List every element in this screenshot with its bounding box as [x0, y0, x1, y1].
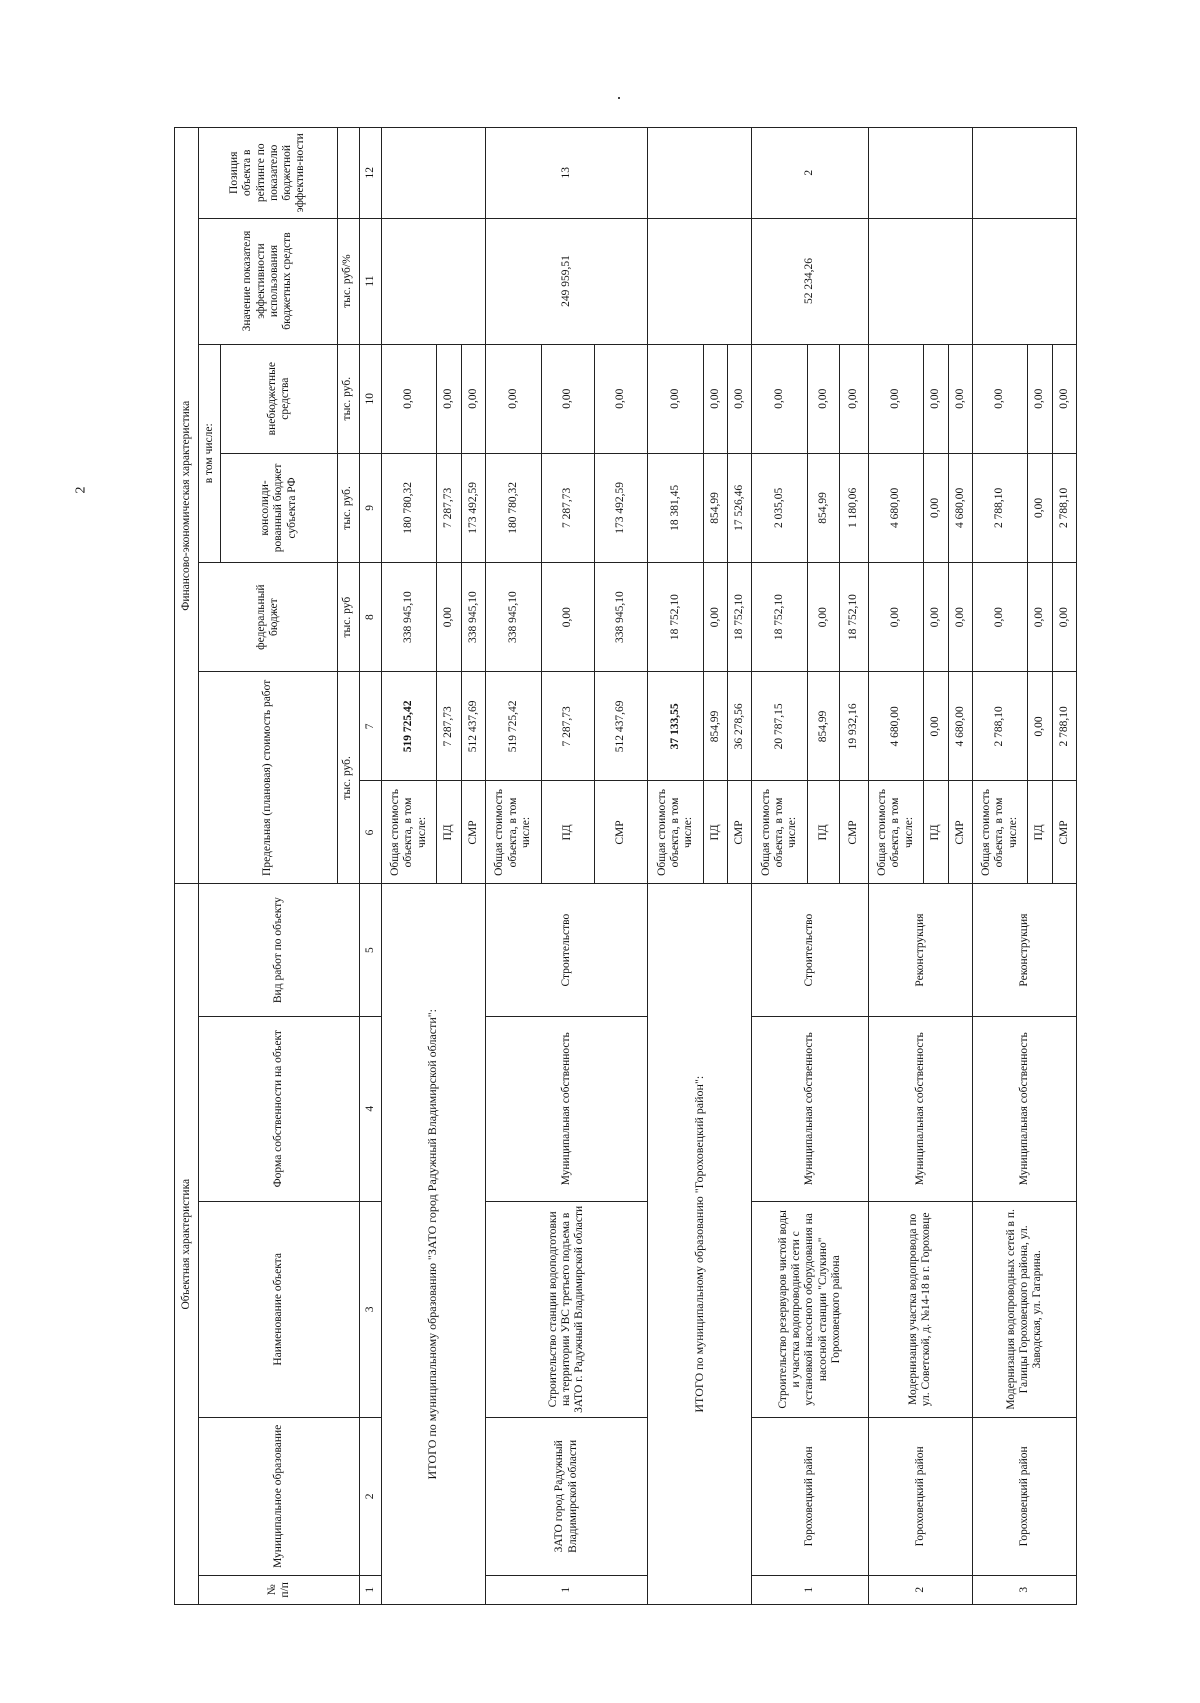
consolidated-value: 2 035,05 [752, 453, 808, 562]
unit-consolidated: тыс. руб. [337, 453, 359, 562]
rating-value: 13 [485, 128, 647, 219]
column-index-cell: 8 [359, 563, 381, 672]
federal-value: 18 752,10 [839, 563, 868, 672]
federal-value: 0,00 [868, 563, 924, 672]
row-num: 1 [752, 1575, 868, 1604]
federal-value: 18 752,10 [728, 563, 752, 672]
cost-value: 0,00 [1028, 672, 1052, 781]
rating-value [648, 128, 752, 219]
pd-label: ПД [808, 781, 839, 884]
federal-value: 338 945,10 [381, 563, 437, 672]
cost-value: 2 788,10 [1052, 672, 1076, 781]
efficiency-value [972, 218, 1076, 344]
row-num: 2 [868, 1575, 972, 1604]
ownership-cell: Муниципальная собственность [485, 1016, 647, 1201]
efficiency-value [868, 218, 972, 344]
federal-value: 0,00 [1052, 563, 1076, 672]
efficiency-value [381, 218, 485, 344]
smr-label: СМР [948, 781, 972, 884]
total-row [381, 128, 437, 1605]
col-federal-header: федеральный бюджет [199, 563, 337, 672]
consolidated-value: 18 381,45 [648, 453, 704, 562]
col-extrabudget-header: внебюджетные средства [221, 344, 337, 453]
work-type-cell: Реконструкция [868, 884, 972, 1016]
object-name-cell: Строительство станции водоподготовки на территории УВС третьего подъема в ЗАТО г. Радужный Владимирской области [485, 1201, 647, 1417]
unit-cost: тыс. руб. [337, 672, 359, 884]
unit-extrabudget: тыс. руб. [337, 344, 359, 453]
rating-value: 2 [752, 128, 868, 219]
cost-value: 512 437,69 [461, 672, 485, 781]
federal-value: 18 752,10 [648, 563, 704, 672]
cost-value: 854,99 [808, 672, 839, 781]
pd-label: ПД [541, 781, 594, 884]
extrabudget-value: 0,00 [437, 344, 461, 453]
total-label: Общая стоимость объекта, в том числе: [868, 781, 924, 884]
federal-value: 0,00 [972, 563, 1028, 672]
col-consolidated-header: консолиди-рованный бюджет субъекта РФ [221, 453, 337, 562]
column-index-cell: 4 [359, 1016, 381, 1201]
consolidated-value: 7 287,73 [541, 453, 594, 562]
cost-value: 854,99 [703, 672, 727, 781]
column-index-cell: 5 [359, 884, 381, 1016]
ownership-cell: Муниципальная собственность [752, 1016, 868, 1201]
cost-value: 20 787,15 [752, 672, 808, 781]
extrabudget-value: 0,00 [1052, 344, 1076, 453]
extrabudget-value: 0,00 [948, 344, 972, 453]
federal-value: 0,00 [808, 563, 839, 672]
municipality-cell: Гороховецкий район [972, 1418, 1076, 1576]
smr-label: СМР [461, 781, 485, 884]
consolidated-value: 4 680,00 [948, 453, 972, 562]
rating-value [868, 128, 972, 219]
itogo-label: ИТОГО по муниципальному образованию "Гороховецкий район": [648, 884, 752, 1605]
column-index-cell: 2 [359, 1418, 381, 1576]
efficiency-value: 52 234,26 [752, 218, 868, 344]
consolidated-value: 173 492,59 [461, 453, 485, 562]
column-index-cell: 7 [359, 672, 381, 781]
total-label: Общая стоимость объекта, в том числе: [381, 781, 437, 884]
pd-label: ПД [1028, 781, 1052, 884]
col-municipality-header: Муниципальное образование [199, 1418, 359, 1576]
total-label: Общая стоимость объекта, в том числе: [485, 781, 541, 884]
federal-value: 0,00 [924, 563, 948, 672]
cost-value: 512 437,69 [594, 672, 647, 781]
pd-label: ПД [924, 781, 948, 884]
work-type-cell: Реконструкция [972, 884, 1076, 1016]
extrabudget-value: 0,00 [972, 344, 1028, 453]
consolidated-value: 2 788,10 [972, 453, 1028, 562]
column-index-cell: 9 [359, 453, 381, 562]
consolidated-value: 854,99 [808, 453, 839, 562]
col-work-type-header: Вид работ по объекту [199, 884, 359, 1016]
column-index-cell: 10 [359, 344, 381, 453]
objects-table [174, 127, 1077, 1605]
total-label: Общая стоимость объекта, в том числе: [972, 781, 1028, 884]
column-index-cell: 6 [359, 781, 381, 884]
extrabudget-value: 0,00 [703, 344, 727, 453]
itogo-label: ИТОГО по муниципальному образованию "ЗАТО город Радужный Владимирской области": [381, 884, 485, 1605]
cost-value: 519 725,42 [485, 672, 541, 781]
federal-value: 0,00 [541, 563, 594, 672]
consolidated-value: 17 526,46 [728, 453, 752, 562]
financial-group-header: Финансово-экономическая характеристика [175, 128, 199, 884]
column-index-cell: 3 [359, 1201, 381, 1417]
cost-value: 7 287,73 [437, 672, 461, 781]
municipality-cell: Гороховецкий район [752, 1418, 868, 1576]
pd-label: ПД [437, 781, 461, 884]
rating-value [972, 128, 1076, 219]
consolidated-value: 854,99 [703, 453, 727, 562]
consolidated-value: 173 492,59 [594, 453, 647, 562]
pd-label: ПД [703, 781, 727, 884]
cost-value: 19 932,16 [839, 672, 868, 781]
col-ownership-header: Форма собственности на объект [199, 1016, 359, 1201]
col-cost-header: Предельная (плановая) стоимость работ [199, 672, 337, 884]
extrabudget-value: 0,00 [868, 344, 924, 453]
smr-label: СМР [728, 781, 752, 884]
table-row [485, 128, 541, 1605]
cost-value: 519 725,42 [381, 672, 437, 781]
work-type-cell: Строительство [485, 884, 647, 1016]
consolidated-value: 0,00 [924, 453, 948, 562]
extrabudget-value: 0,00 [485, 344, 541, 453]
federal-value: 338 945,10 [485, 563, 541, 672]
extrabudget-value: 0,00 [728, 344, 752, 453]
in-that-number-header: в том числе: [199, 344, 221, 562]
smr-label: СМР [839, 781, 868, 884]
total-row [648, 128, 704, 1605]
column-index-cell: 12 [359, 128, 381, 219]
extrabudget-value: 0,00 [461, 344, 485, 453]
consolidated-value: 1 180,06 [839, 453, 868, 562]
col-num-header: № п/п [199, 1575, 359, 1604]
row-num: 3 [972, 1575, 1076, 1604]
total-label: Общая стоимость объекта, в том числе: [648, 781, 704, 884]
work-type-cell: Строительство [752, 884, 868, 1016]
smr-label: СМР [594, 781, 647, 884]
municipality-cell: ЗАТО город Радужный Владимирской области [485, 1418, 647, 1576]
extrabudget-value: 0,00 [541, 344, 594, 453]
scan-dot [618, 97, 620, 99]
ownership-cell: Муниципальная собственность [868, 1016, 972, 1201]
federal-value: 338 945,10 [461, 563, 485, 672]
federal-value: 0,00 [703, 563, 727, 672]
cost-value: 4 680,00 [948, 672, 972, 781]
rating-value [381, 128, 485, 219]
column-index-cell: 11 [359, 218, 381, 344]
col-efficiency-header: Значение показателя эффективности использования бюджетных средств [199, 218, 337, 344]
object-name-cell: Строительство резервуаров чистой воды и участка водопроводной сети с установкой насосного оборудования на насосной станции "Слукино" Гороховецкого района [752, 1201, 868, 1417]
consolidated-value: 0,00 [1028, 453, 1052, 562]
federal-value: 0,00 [948, 563, 972, 672]
rotated-table-wrapper [174, 127, 1077, 1605]
cost-value: 36 278,56 [728, 672, 752, 781]
object-name-cell: Модернизация участка водопровода по ул. Советской, д. №14-18 в г. Гороховце [868, 1201, 972, 1417]
object-name-cell: Модернизация водопроводных сетей в п. Галицы Гороховецкого района, ул. Заводская, ул. Гагарина. [972, 1201, 1076, 1417]
col-object-name-header: Наименование объекта [199, 1201, 359, 1417]
extrabudget-value: 0,00 [752, 344, 808, 453]
federal-value: 0,00 [437, 563, 461, 672]
cost-value: 4 680,00 [868, 672, 924, 781]
consolidated-value: 180 780,32 [381, 453, 437, 562]
extrabudget-value: 0,00 [381, 344, 437, 453]
extrabudget-value: 0,00 [808, 344, 839, 453]
efficiency-value [648, 218, 752, 344]
total-label: Общая стоимость объекта, в том числе: [752, 781, 808, 884]
extrabudget-value: 0,00 [924, 344, 948, 453]
consolidated-value: 2 788,10 [1052, 453, 1076, 562]
unit-rating [337, 128, 359, 219]
cost-value: 0,00 [924, 672, 948, 781]
unit-efficiency: тыс. руб/% [337, 218, 359, 344]
objective-group-header: Объектная характеристика [175, 884, 199, 1605]
table-row [972, 128, 1028, 1605]
federal-value: 18 752,10 [752, 563, 808, 672]
ownership-cell: Муниципальная собственность [972, 1016, 1076, 1201]
federal-value: 338 945,10 [594, 563, 647, 672]
col-rating-header: Позиция объекта в рейтинге по показателю бюджетной эффектив-ности [199, 128, 337, 219]
page-number: 2 [73, 486, 89, 494]
efficiency-value: 249 959,51 [485, 218, 647, 344]
column-index-cell: 1 [359, 1575, 381, 1604]
consolidated-value: 4 680,00 [868, 453, 924, 562]
cost-value: 2 788,10 [972, 672, 1028, 781]
table-row [752, 128, 808, 1605]
extrabudget-value: 0,00 [648, 344, 704, 453]
cost-value: 7 287,73 [541, 672, 594, 781]
extrabudget-value: 0,00 [1028, 344, 1052, 453]
table-row [868, 128, 924, 1605]
cost-value: 37 133,55 [648, 672, 704, 781]
consolidated-value: 7 287,73 [437, 453, 461, 562]
column-index-row [359, 128, 381, 1605]
smr-label: СМР [1052, 781, 1076, 884]
row-num: 1 [485, 1575, 647, 1604]
extrabudget-value: 0,00 [594, 344, 647, 453]
federal-value: 0,00 [1028, 563, 1052, 672]
municipality-cell: Гороховецкий район [868, 1418, 972, 1576]
extrabudget-value: 0,00 [839, 344, 868, 453]
consolidated-value: 180 780,32 [485, 453, 541, 562]
unit-federal: тыс. руб [337, 563, 359, 672]
